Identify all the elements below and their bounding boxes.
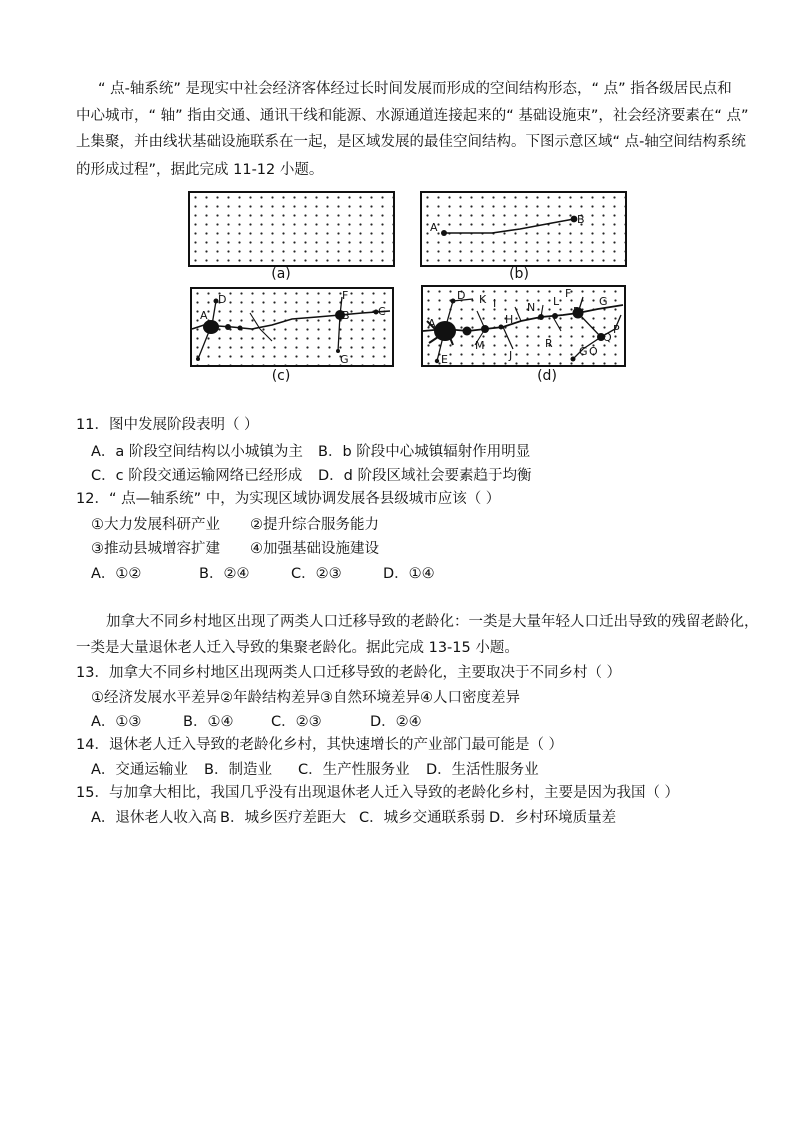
caption-c: (c) <box>271 368 291 384</box>
q12-option-d: D．①④ <box>383 566 435 582</box>
q12-stem: 12．“ 点—轴系统” 中，为实现区域协调发展各县级城市应该（ ） <box>76 491 501 507</box>
q14-option-b: B．制造业 <box>204 762 272 778</box>
intro-line-1: “ 点-轴系统” 是现实中社会经济客体经过长时间发展而形成的空间结构形态，“ 点” 指各级居民点和 <box>98 81 732 97</box>
map-d-network <box>423 287 624 365</box>
label-d-e: E <box>441 353 448 365</box>
q12-item-1: ①大力发展科研产业 <box>91 517 220 533</box>
q12-item-2: ②提升综合服务能力 <box>250 517 379 533</box>
label-d-b: B <box>573 305 581 318</box>
passage2-line-2: 一类是大量退休老人迁入导致的集聚老龄化。据此完成 13-15 小题。 <box>76 640 519 656</box>
label-d-l: L <box>553 295 560 308</box>
intro-line-3: 上集聚，并由线状基础设施联系在一起，是区域发展的最佳空间结构。下图示意区域“ 点-轴空间结构系统 <box>76 134 746 150</box>
map-d <box>421 285 626 367</box>
label-d-g-top: G <box>599 295 608 308</box>
label-d-a: A <box>428 317 436 330</box>
map-c-network <box>192 289 392 365</box>
q15-option-a: A．退休老人收入高 <box>91 810 217 826</box>
intro-line-4: 的形成过程”，据此完成 11-12 小题。 <box>76 162 324 178</box>
map-b <box>420 191 627 267</box>
intro-line-2: 中心城市，“ 轴” 指由交通、通讯干线和能源、水源通道连接起来的“ 基础设施束”，社会经济要素在“ 点” <box>76 108 749 124</box>
label-c-c: C <box>378 305 386 318</box>
label-d-m: M <box>475 339 485 352</box>
label-c-d: D <box>218 293 227 306</box>
caption-a: (a) <box>271 266 291 282</box>
label-c-b: B <box>342 309 350 322</box>
q15-option-b: B．城乡医疗差距大 <box>220 810 346 826</box>
q12-option-c: C．②③ <box>291 566 342 582</box>
q11-option-c: C．c 阶段交通运输网络已经形成 <box>91 468 303 484</box>
label-d-h: H <box>505 313 514 326</box>
q15-stem: 15．与加拿大相比，我国几乎没有出现退休老人迁入导致的老龄化乡村，主要是因为我国（ ） <box>76 785 680 801</box>
q12-option-b: B．②④ <box>199 566 250 582</box>
label-d-n: N <box>527 301 536 314</box>
label-d-k: K <box>479 293 487 306</box>
label-b-b: B <box>577 213 585 226</box>
q13-option-b: B．①④ <box>183 714 234 730</box>
q12-option-a: A．①② <box>91 566 142 582</box>
label-d-j: J <box>509 349 513 362</box>
q13-option-d: D．②④ <box>370 714 422 730</box>
q13-option-a: A．①③ <box>91 714 142 730</box>
q15-option-c: C．城乡交通联系弱 <box>359 810 486 826</box>
q11-stem: 11．图中发展阶段表明（ ） <box>76 417 259 433</box>
label-d-g-bottom: G <box>579 345 588 358</box>
label-c-g: G <box>340 353 349 365</box>
passage2-line-1: 加拿大不同乡村地区出现了两类人口迁移导致的老龄化：一类是大量年轻人口迁出导致的残留老龄化， <box>106 614 759 630</box>
q14-option-c: C．生产性服务业 <box>298 762 410 778</box>
q15-option-d: D．乡村环境质量差 <box>489 810 617 826</box>
label-d-r: R <box>545 337 553 350</box>
label-d-o: O <box>589 345 598 358</box>
q11-option-a: A．a 阶段空间结构以小城镇为主 <box>91 444 303 460</box>
label-c-a: A <box>200 309 208 322</box>
label-b-a: A <box>430 221 438 234</box>
map-a <box>188 191 395 267</box>
q14-option-a: A．交通运输业 <box>91 762 188 778</box>
caption-b: (b) <box>509 266 529 282</box>
q14-stem: 14．退休老人迁入导致的老龄化乡村，其快速增长的产业部门最可能是（ ） <box>76 737 564 753</box>
label-d-i: I <box>493 297 497 310</box>
label-c-f: F <box>342 289 349 302</box>
q12-item-4: ④加强基础设施建设 <box>250 541 379 557</box>
map-c <box>190 287 394 367</box>
label-d-p: P <box>613 323 620 336</box>
label-d-f: F <box>565 287 572 300</box>
q14-option-d: D．生活性服务业 <box>426 762 539 778</box>
map-b-network <box>422 193 625 265</box>
q13-stem: 13．加拿大不同乡村地区出现两类人口迁移导致的老龄化，主要取决于不同乡村（ ） <box>76 665 622 681</box>
q13-items: ①经济发展水平差异②年龄结构差异③自然环境差异④人口密度差异 <box>91 690 520 706</box>
label-d-d: D <box>457 289 466 302</box>
q11-option-d: D．d 阶段区域社会要素趋于均衡 <box>318 468 532 484</box>
label-d-q: Q <box>603 331 612 344</box>
caption-d: (d) <box>537 368 557 384</box>
q13-option-c: C．②③ <box>271 714 322 730</box>
q11-option-b: B．b 阶段中心城镇辐射作用明显 <box>318 444 531 460</box>
q12-item-3: ③推动县城增容扩建 <box>91 541 220 557</box>
